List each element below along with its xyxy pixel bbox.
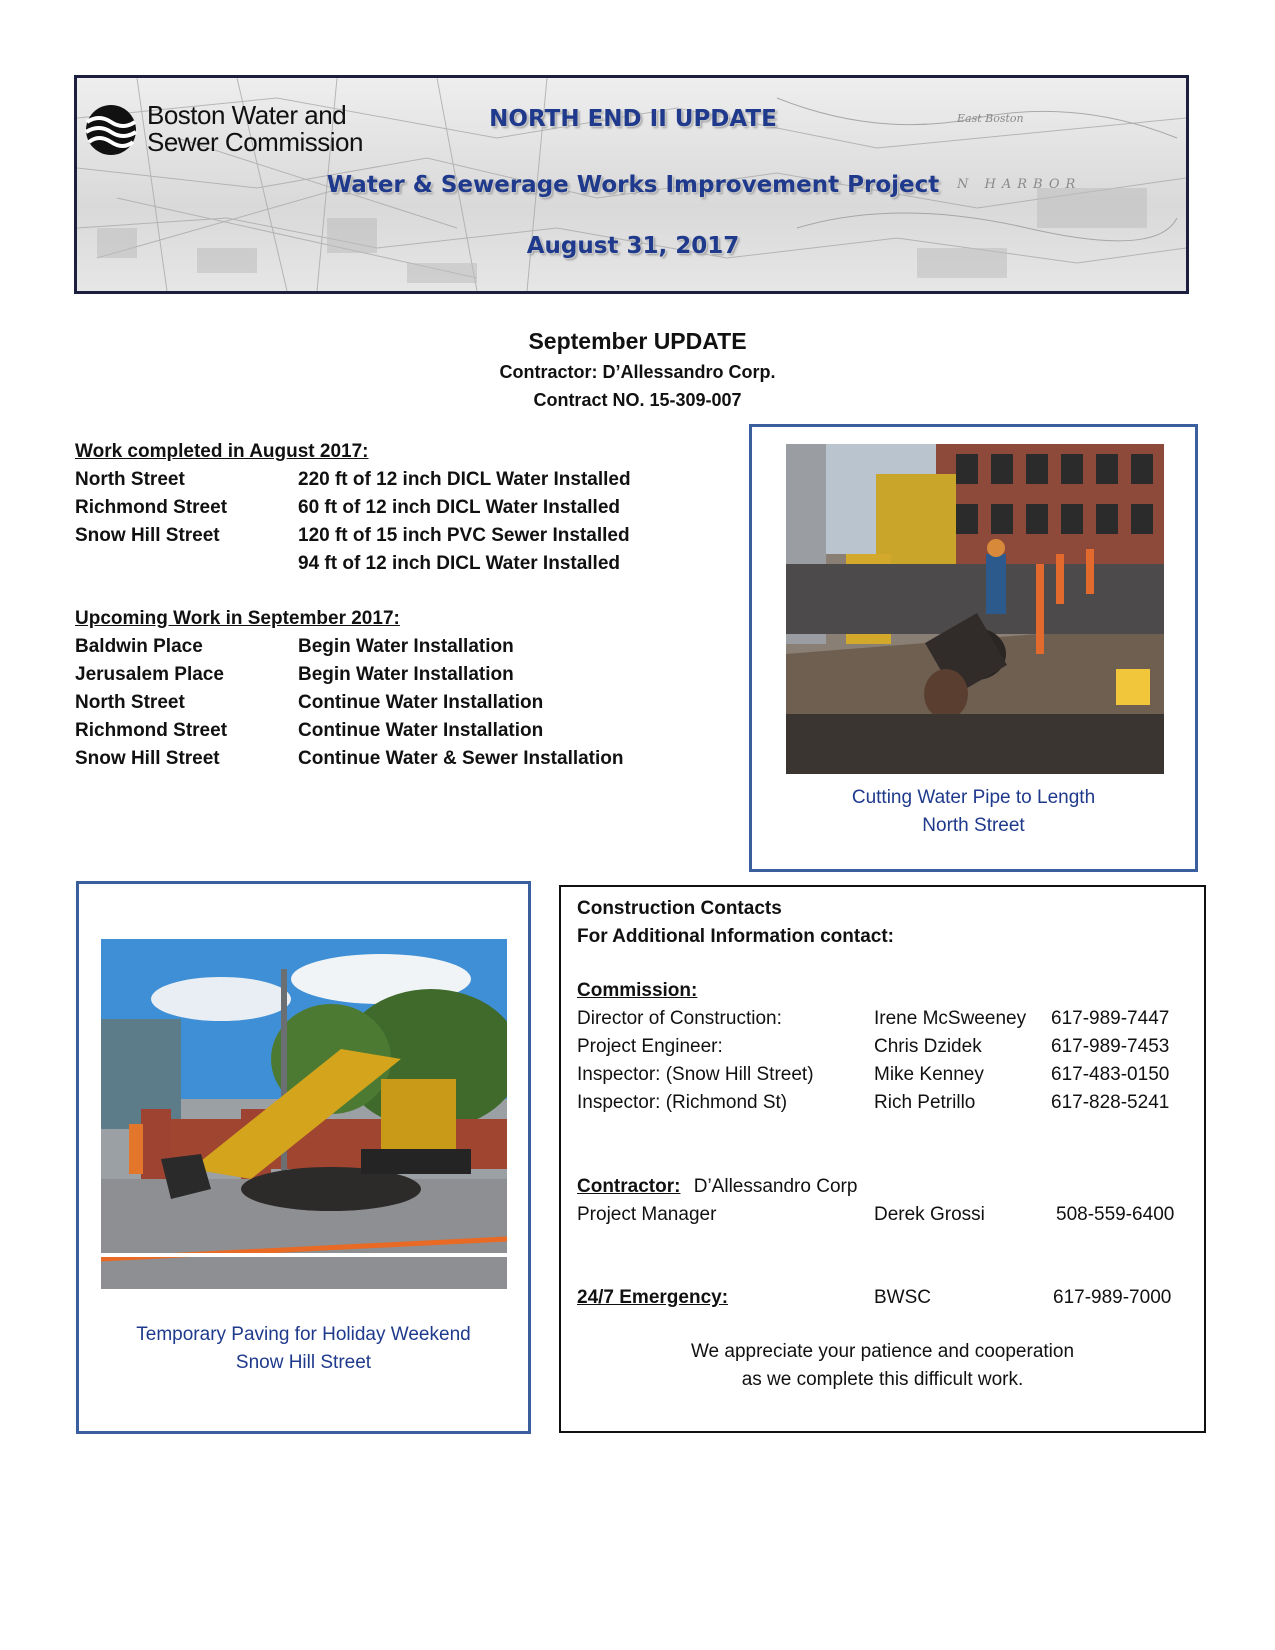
construction-contacts-box [559,885,1206,1433]
contacts-subheading: For Additional Information contact: [577,926,894,947]
banner-title: NORTH END II UPDATE [489,106,777,132]
contractor-label: Contractor: [577,1176,681,1197]
contact-name: Chris Dzidek [874,1036,982,1057]
street-name: North Street [75,469,185,490]
thank-you-note [561,1338,1204,1394]
list-item [75,745,715,773]
street-name: North Street [75,692,185,713]
street-name: Richmond Street [75,497,228,518]
pipe-photo-caption [752,784,1195,840]
list-item [75,717,715,745]
emergency-name: BWSC [874,1287,931,1308]
logo-line-1: Boston Water and [147,100,347,130]
street-name: Snow Hill Street [75,525,220,546]
pipe-cutting-photo [786,444,1164,774]
paving-photo [101,939,507,1289]
contact-role: Director of Construction: [577,1008,782,1029]
table-row [561,1089,1204,1117]
photo-box-pipe-cutting [749,424,1198,872]
thanks-line-1: We appreciate your patience and cooperation [690,1341,1075,1362]
list-item [75,661,715,689]
contact-role: Inspector: (Snow Hill Street) [577,1064,814,1085]
wave-logo-icon [85,102,137,158]
list-item [75,689,715,717]
photo-box-temporary-paving [76,881,531,1434]
pipe-cutting-image [786,444,1164,774]
list-item [75,522,715,550]
contact-name: Irene McSweeney [874,1008,1027,1029]
work-description: Begin Water Installation [298,664,514,685]
completed-work-list [75,438,715,578]
contract-number: Contract NO. 15-309-007 [533,390,742,410]
contact-phone: 508-559-6400 [1056,1204,1175,1225]
commission-label: Commission: [577,980,698,1001]
emergency-label: 24/7 Emergency: [577,1287,729,1308]
table-row [561,1061,1204,1089]
work-description: Continue Water Installation [298,720,544,741]
upcoming-work-title: Upcoming Work in September 2017: [75,608,400,629]
list-item [75,550,715,578]
caption-line-2: Snow Hill Street [235,1352,372,1373]
contact-phone: 617-989-7447 [1051,1008,1170,1029]
contact-phone: 617-483-0150 [1051,1064,1170,1085]
completed-work-title: Work completed in August 2017: [75,441,369,462]
update-title: September UPDATE [528,328,747,354]
svg-text:N HARBOR: N HARBOR [957,177,1082,192]
work-description: Begin Water Installation [298,636,514,657]
emergency-row [561,1284,1204,1312]
paving-image [101,939,507,1289]
contact-role: Project Manager [577,1204,717,1225]
banner-date: August 31, 2017 [526,233,740,259]
logo-line-2: Sewer Commission [147,127,363,157]
banner-project: Water & Sewerage Works Improvement Project [326,172,940,198]
street-name: Snow Hill Street [75,748,220,769]
work-description: 94 ft of 12 inch DICL Water Installed [298,553,621,574]
work-description: 120 ft of 15 inch PVC Sewer Installed [298,525,630,546]
street-name: Jerusalem Place [75,664,224,685]
contact-phone: 617-989-7453 [1051,1036,1170,1057]
work-description: 220 ft of 12 inch DICL Water Installed [298,469,631,490]
table-row [561,1005,1204,1033]
work-description: Continue Water Installation [298,692,544,713]
street-name [75,550,298,578]
list-item [75,466,715,494]
upcoming-work-list [75,605,715,773]
contact-role: Project Engineer: [577,1036,723,1057]
header-banner [74,75,1189,294]
paving-photo-caption [79,1321,528,1377]
svg-text:East Boston: East Boston [957,112,1024,125]
contractor-row [577,1173,857,1201]
contact-name: Mike Kenney [874,1064,984,1085]
contractor-name: D’Allessandro Corp [693,1176,858,1197]
contractor-line: Contractor: D’Allessandro Corp. [499,362,776,382]
contact-name: Derek Grossi [874,1204,985,1225]
street-name: Baldwin Place [75,636,203,657]
caption-line-2: North Street [922,815,1025,836]
contact-name: Rich Petrillo [874,1092,976,1113]
caption-line-1: Cutting Water Pipe to Length [851,787,1096,808]
contact-phone: 617-828-5241 [1051,1092,1170,1113]
list-item [75,633,715,661]
contact-role: Inspector: (Richmond St) [577,1092,788,1113]
work-description: 60 ft of 12 inch DICL Water Installed [298,497,621,518]
work-description: Continue Water & Sewer Installation [298,748,624,769]
table-row [561,1201,1204,1229]
emergency-phone: 617-989-7000 [1053,1287,1172,1308]
contacts-heading: Construction Contacts [577,898,782,919]
caption-line-1: Temporary Paving for Holiday Weekend [136,1324,471,1345]
list-item [75,494,715,522]
thanks-line-2: as we complete this difficult work. [741,1369,1024,1390]
street-name: Richmond Street [75,720,228,741]
table-row [561,1033,1204,1061]
